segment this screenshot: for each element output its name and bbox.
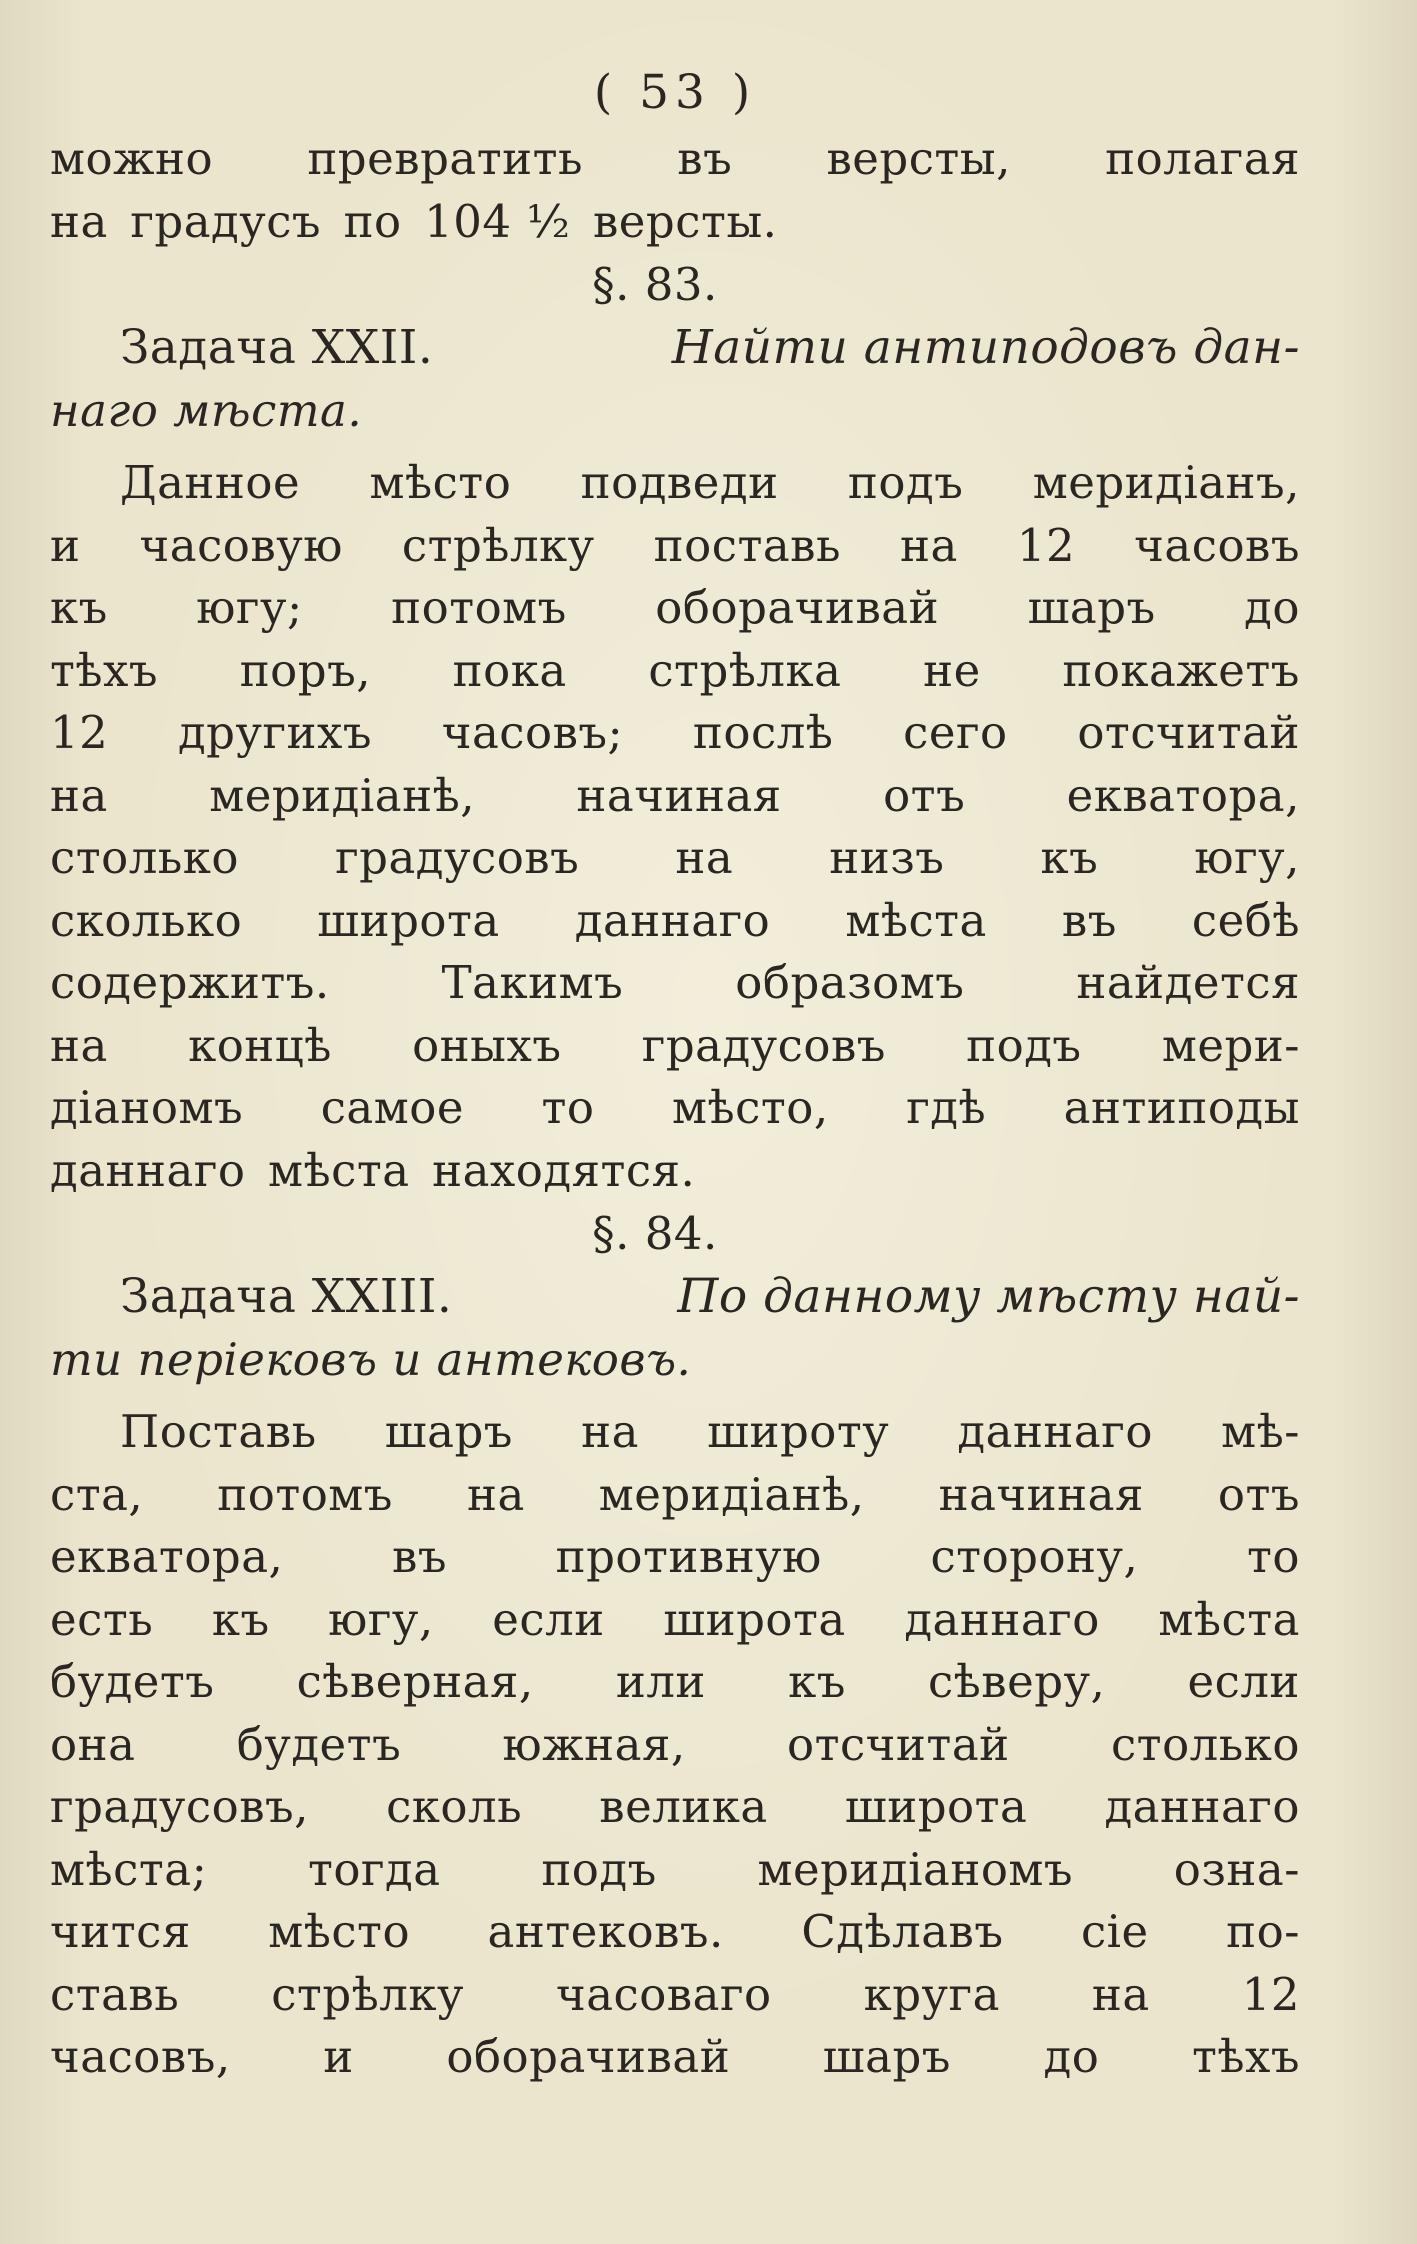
text-line: ста, потомъ на меридіанѣ, начиная отъ — [50, 1467, 1300, 1521]
problem-title-22: Задача XXII. Найти антиподовъ дан- — [120, 320, 1300, 375]
text-line: на градусъ по 104 ½ версты. — [50, 194, 778, 248]
text-line: есть къ югу, если широта даннаго мѣста — [50, 1592, 1300, 1646]
text-line: екватора, въ противную сторону, то — [50, 1530, 1300, 1583]
problem-title-23-cont: ти періековъ и антековъ. — [50, 1332, 692, 1386]
text-line: можно превратить въ версты, полагая — [50, 132, 1300, 185]
text-line: и часовую стрѣлку поставь на 12 часовъ — [50, 518, 1300, 572]
text-line: Данное мѣсто подведи подъ меридіанъ, — [120, 456, 1300, 509]
text-line: на концѣ оныхъ градусовъ подъ мери- — [50, 1018, 1300, 1072]
text-line: мѣста; тогда подъ меридіаномъ озна- — [50, 1842, 1300, 1896]
text-line: 12 другихъ часовъ; послѣ сего отсчитай — [50, 706, 1300, 759]
text-line: часовъ, и оборачивай шаръ до тѣхъ — [50, 2030, 1300, 2083]
text-line: Поставь шаръ на широту даннаго мѣ- — [120, 1405, 1300, 1458]
page-number-text: ( 53 ) — [593, 65, 757, 120]
page-number — [50, 58, 1300, 128]
text-line: столько градусовъ на низъ къ югу, — [50, 831, 1300, 884]
text-line: ставь стрѣлку часоваго круга на 12 — [50, 1967, 1300, 2021]
paragraph-84 — [50, 1401, 1300, 2089]
page-text — [50, 58, 1300, 2089]
section-heading-84: §. 84. — [592, 1207, 718, 1260]
text-line: даннаго мѣста находятся. — [50, 1143, 696, 1197]
problem-title-22-cont: наго мѣста. — [50, 383, 363, 437]
text-line: будетъ сѣверная, или къ сѣверу, если — [50, 1655, 1300, 1708]
text-line: чится мѣсто антековъ. Сдѣлавъ сіе по- — [50, 1905, 1300, 1958]
section-heading-83: §. 83. — [592, 258, 718, 311]
text-line: сколько широта даннаго мѣста въ себѣ — [50, 893, 1300, 947]
text-line: на меридіанѣ, начиная отъ екватора, — [50, 768, 1300, 822]
text-line: діаномъ самое то мѣсто, гдѣ антиподы — [50, 1081, 1300, 1134]
paragraph-83 — [50, 452, 1300, 1202]
text-line: она будетъ южная, отсчитай столько — [50, 1717, 1300, 1771]
text-line: содержитъ. Такимъ образомъ найдется — [50, 956, 1300, 1009]
text-line: градусовъ, сколь велика широта даннаго — [50, 1780, 1300, 1833]
text-line: къ югу; потомъ оборачивай шаръ до — [50, 581, 1300, 634]
problem-title-23: Задача XXIII. По данному мѣсту най- — [120, 1269, 1300, 1324]
text-line: тѣхъ поръ, пока стрѣлка не покажетъ — [50, 643, 1300, 697]
